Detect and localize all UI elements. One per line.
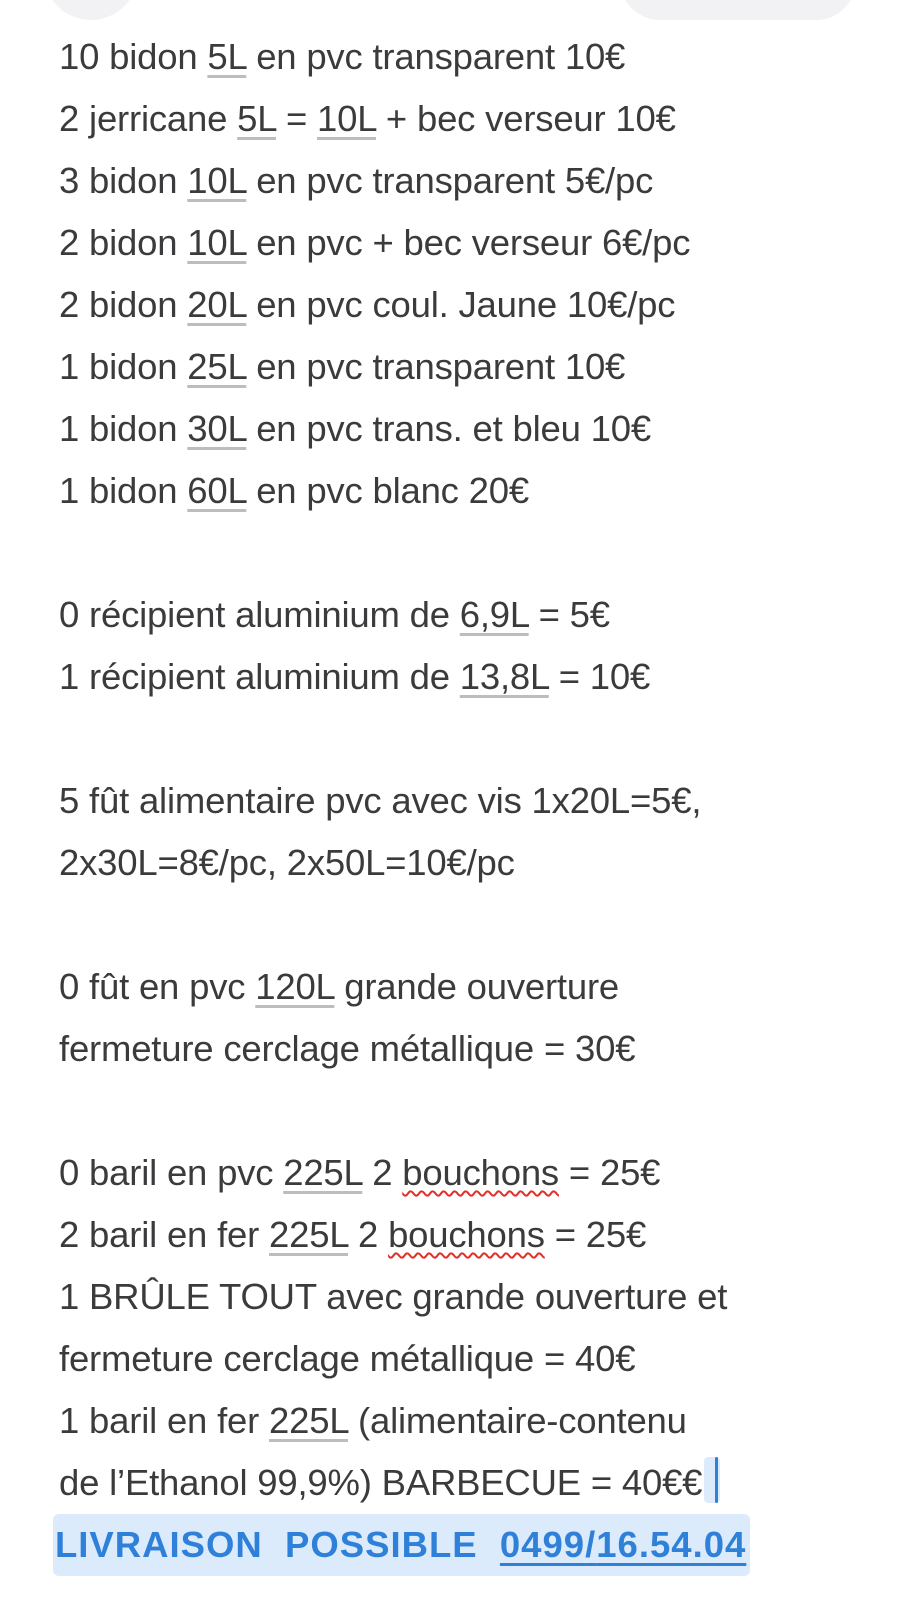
volume-link[interactable]: 225L (269, 1400, 349, 1441)
volume-link[interactable]: 20L (187, 284, 247, 325)
top-bar-shape-right (620, 0, 856, 20)
note-line: 2 jerricane 5L = 10L + bec verseur 10€ (59, 98, 676, 139)
note-body[interactable] (55, 26, 879, 1576)
volume-link[interactable]: 30L (187, 408, 247, 449)
note-line: de l’Ethanol 99,9%) BARBECUE = 40€€ (59, 1452, 879, 1514)
note-line: 2 baril en fer 225L 2 bouchons = 25€ (59, 1214, 647, 1255)
delivery-line (55, 1514, 879, 1576)
delivery-label: LIVRAISON POSSIBLE (55, 1524, 500, 1565)
delivery-highlight[interactable] (53, 1514, 750, 1576)
note-line: 1 baril en fer 225L (alimentaire-contenu (59, 1400, 687, 1441)
volume-link[interactable]: 6,9L (459, 594, 529, 635)
note-line: 0 récipient aluminium de 6,9L = 5€ (59, 594, 610, 635)
note-line: 1 bidon 25L en pvc transparent 10€ (59, 346, 626, 387)
volume-link[interactable]: 10L (317, 98, 376, 139)
top-bar-shape-left (44, 0, 138, 20)
volume-link[interactable]: 10L (187, 160, 247, 201)
phone-link[interactable]: 0499/16.54.04 (499, 1524, 747, 1565)
note-line: 1 bidon 30L en pvc trans. et bleu 10€ (59, 408, 651, 449)
note-line: 0 baril en pvc 225L 2 bouchons = 25€ (59, 1152, 661, 1193)
volume-link[interactable]: 120L (255, 966, 335, 1007)
volume-link[interactable]: 225L (269, 1214, 349, 1255)
volume-link[interactable]: 10L (187, 222, 247, 263)
note-line: 2x30L=8€/pc, 2x50L=10€/pc (59, 842, 515, 883)
note-line: 5 fût alimentaire pvc avec vis 1x20L=5€, (59, 780, 702, 821)
volume-link[interactable]: 5L (207, 36, 247, 77)
note-line: 1 récipient aluminium de 13,8L = 10€ (59, 656, 651, 697)
blank-line (59, 894, 879, 956)
note-line: 1 bidon 60L en pvc blanc 20€ (59, 470, 529, 511)
note-line: 1 BRÛLE TOUT avec grande ouverture et (59, 1276, 728, 1317)
volume-link[interactable]: 13,8L (459, 656, 549, 697)
note-line: fermeture cerclage métallique = 30€ (59, 1028, 636, 1069)
note-line: 0 fût en pvc 120L grande ouverture (59, 966, 620, 1007)
note-line: fermeture cerclage métallique = 40€ (59, 1338, 636, 1379)
volume-link[interactable]: 225L (283, 1152, 363, 1193)
note-line: 3 bidon 10L en pvc transparent 5€/pc (59, 160, 654, 201)
selection-handle[interactable] (704, 1457, 720, 1503)
note-line: 2 bidon 20L en pvc coul. Jaune 10€/pc (59, 284, 676, 325)
blank-line (59, 708, 879, 770)
spellcheck-word[interactable]: bouchons (402, 1152, 559, 1193)
blank-line (59, 522, 879, 584)
volume-link[interactable]: 60L (187, 470, 247, 511)
spellcheck-word[interactable]: bouchons (388, 1214, 545, 1255)
volume-link[interactable]: 25L (187, 346, 247, 387)
note-line: 2 bidon 10L en pvc + bec verseur 6€/pc (59, 222, 691, 263)
volume-link[interactable]: 5L (237, 98, 277, 139)
note-line: 10 bidon 5L en pvc transparent 10€ (59, 36, 626, 77)
blank-line (59, 1080, 879, 1142)
